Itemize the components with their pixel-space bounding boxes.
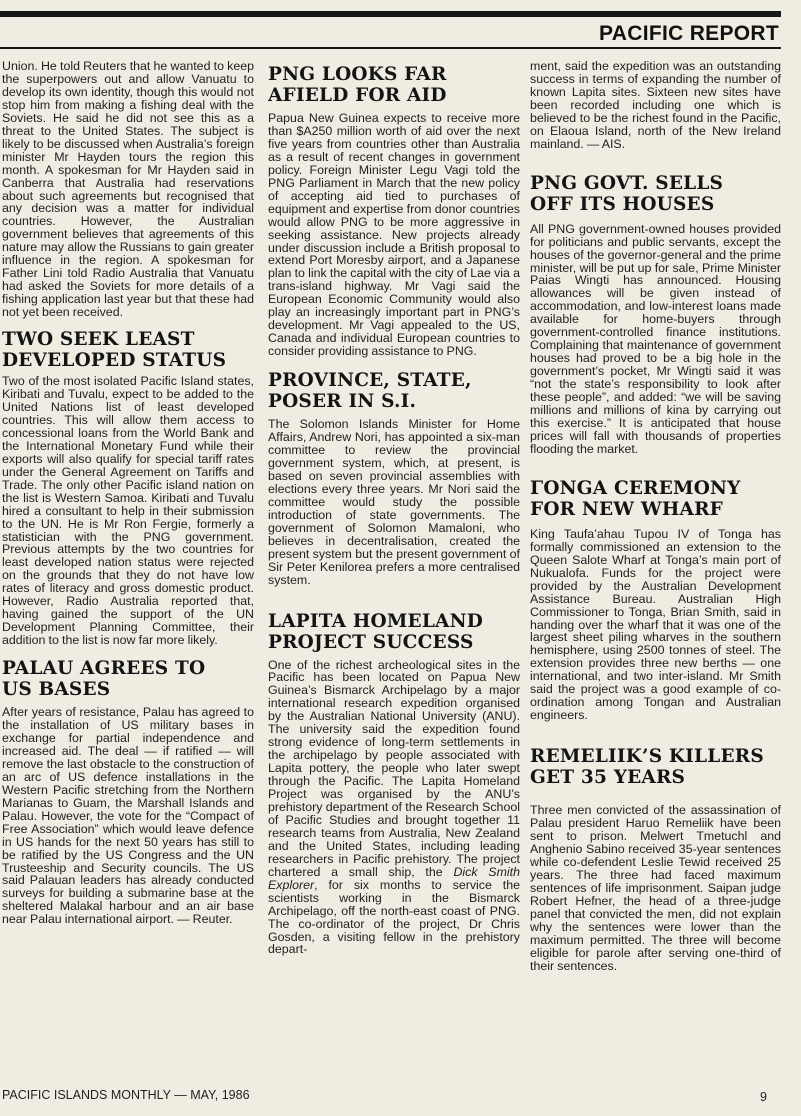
headline-palau: PALAU AGREES TO US BASES	[2, 658, 206, 701]
headline-lapita: LAPITA HOMELAND PROJECT SUCCESS	[268, 610, 483, 653]
section-header: PACIFIC REPORT	[599, 22, 779, 45]
headline-remeliik: REMELIIK’S KILLERS GET 35 YEARS	[530, 746, 764, 789]
column-3	[530, 60, 781, 1080]
article-two-seek-body: Two of the most isolated Pacific Island states, Kiribati and Tuvalu, expect to be added to the United Nations list of least developed countries. This will allow them access to concessional loans from the World Bank and the International Monetary Fund while their exports will also qualify for special tariff rates under the General Agreement on Tariffs and Trade. The only other Pacific island nation on the list is Western Samoa. Kiribati and Tuvalu hired a consultant to help in their submission to the UN. He is Mr Ron Fergie, formerly a statistician with the PNG government. Previous attempts by the two countries for least developed nation status were rejected on the grounds that they do not have low rates of literacy and gross domestic product. However, Radio Australia reported that, having gained the support of the UN Development Planning Committee, their addition to the list is now far more likely.	[2, 374, 254, 648]
article-palau-body: After years of resistance, Palau has agreed to the installation of US military bases in exchange for partial independence and increased aid. The deal — if ratified — will remove the last obstacle to the construction of an arc of US defence installations in the Western Pacific stretching from the Northern Marianas to Guam, the Marshall Islands and Palau. However, the vote for the “Compact of Free Association” which would leave defence in US hands for the next 50 years has still to be ratified by the US Congress and the UN Trusteeship and Security councils. The US said Palauan leaders has already conducted surveys for building a submarine base at the sheltered Malakal harbour and an air base near Palau international airport. — Reuter.	[2, 705, 254, 927]
ship-name: Dick Smith Explorer	[268, 864, 520, 892]
column-1	[2, 60, 254, 1080]
header-rule	[0, 47, 781, 49]
page-number: 9	[760, 1090, 767, 1104]
headline-two-seek: TWO SEEK LEAST DEVELOPED STATUS	[2, 329, 227, 372]
headline-png-aid: PNG LOOKS FAR AFIELD FOR AID	[268, 64, 447, 106]
column-2	[268, 60, 520, 1080]
article-lapita-body: One of the richest archeological sites in the Pacific has been located on Papua New Guinea’s Bismarck Archipelago by a major international research expedition organised by the Australian National University (ANU). The university said the expedition found strong evidence of long-term settlements in the archipelago by people associated with Lapita pottery, the people who later swept through the Pacific. The Lapita Homeland Project was organised by the ANU’s prehistory department of the Research School of Pacific Studies and brought together 11 research teams from Australia, New Zealand and the United States, including leading researchers in Pacific prehistory. The project chartered a small ship, the Dick Smith Explorer, for six months to service the scientists working in the Bismarck Archipelago, off the north-east coast of PNG. The co-ordinator of the project, Dr Chris Gosden, a visiting fellow in the prehistory depart-	[268, 657, 520, 957]
top-rule	[0, 11, 781, 17]
article-province-body: The Solomon Islands Minister for Home Affairs, Andrew Nori, has appointed a six-man committee to review the provincial government system, which, at present, is based on seven provincial assemblies with elections every three years. Mr Nori said the committee would study the possible introduction of state governments. The government of Solomon Mamaloni, who believes in decentralisation, created the present system but the present government of Sir Peter Kenilorea prefers a more centralised system.	[268, 417, 520, 587]
article-png-aid-body: Papua New Guinea expects to receive more than $A250 million worth of aid over the next five years from countries other than Australia as a result of recent changes in government policy. Foreign Minister Legu Vagi told the PNG Parliament in March that the new policy of accepting aid tied to purchases of equipment and expertise from donor countries would allow PNG to be more aggressive in seeking assistance. New projects already under discussion include a British proposal to extend Port Moresby airport, and a Japanese plan to link the capital with the city of Lae via a trans-island highway. Mr Vagi said the European Economic Community would also play an increasingly important part in PNG’s development. Mr Vagi appealed to the US, Canada and individual European countries to consider providing assistance to PNG.	[268, 111, 520, 359]
headline-tonga: ΓONGA CEREMONY FOR NEW WHARF	[530, 477, 741, 520]
article-remeliik-body: Three men convicted of the assassination of Palau president Haruo Remeliik have been sent to prison. Melwert Tmetuchl and Anghenio Sabino received 35-year sentences while co-defendent Leslie Tewid received 25 years. The three had faced maximum sentences of life imprisonment. Saipan judge Robert Hefner, the head of a three-judge panel that convicted the men, did not explain why the sentences were lower than the maximum permitted. The three will become eligible for parole after serving one-third of their sentences.	[530, 803, 781, 973]
headline-province-state: PROVINCE, STATE, POSER IN S.I.	[268, 370, 472, 413]
lapita-continued: ment, said the expedition was an outstanding success in terms of expanding the number of known Lapita sites. Sixteen new sites have been recorded including one which is believed to be the richest found in the Pacific, on Elaoua Island, north of the New Ireland mainland. — AIS.	[530, 60, 781, 151]
headline-png-houses: PNG GOVT. SELLS OFF ITS HOUSES	[530, 172, 724, 215]
article-houses-body: All PNG government-owned houses provided for politicians and public servants, except the houses of the governor-general and the prime minister, will be put up for sale, Prime Minister Paias Wingti has announced. Housing allowances will be given instead of accommodation, and low-interest loans made available for home-buyers through government-controlled finance institutions. Complaining that maintenance of government houses had proved to be a big hole in the government’s pocket, Mr Wingti said it was “not the state’s responsibility to look after these people”, and added: “we will be saving millions and millions of kina by carrying out this exercise.” It is anticipated that house prices will fall with thousands of properties flooding the market.	[530, 221, 781, 456]
footer-publication: PACIFIC ISLANDS MONTHLY — MAY, 1986	[2, 1088, 250, 1102]
article-tonga-body: King Taufa’ahau Tupou IV of Tonga has formally commissioned an extension to the Queen Salote Wharf at Tonga’s main port of Nukualofa. Funds for the project were provided by the Australian Development Assistance Bureau. Australian High Commissioner to Tonga, Brian Smith, said in handing over the wharf that it was one of the largest sheet piling wharves in the southern hemisphere, using 2500 tonnes of steel. The extension provides three new berths — one international, and two inter-island. Mr Smith said the project was a good example of co-ordination among Tongan and Australian engineers.	[530, 526, 781, 723]
vanuatu-continued: Union. He told Reuters that he wanted to keep the superpowers out and allow Vanuatu to develop its own identity, though this would not stop him from making a fishing deal with the Soviets. He said he did not see this as a threat to the United States. The subject is likely to be discussed when Australia’s foreign minister Mr Hayden tours the region this month. A spokesman for Mr Hayden said in Canberra that Australia had reservations about such agreements but recognised that any decision was a matter for individual countries. However, the Australian government believes that agreements of this nature may allow the Russians to gain greater influence in the region. A spokesman for Father Lini told Radio Australia that Vanuatu had asked the Soviets for more details of a fishing application last year but that these had not yet been received.	[2, 60, 254, 320]
